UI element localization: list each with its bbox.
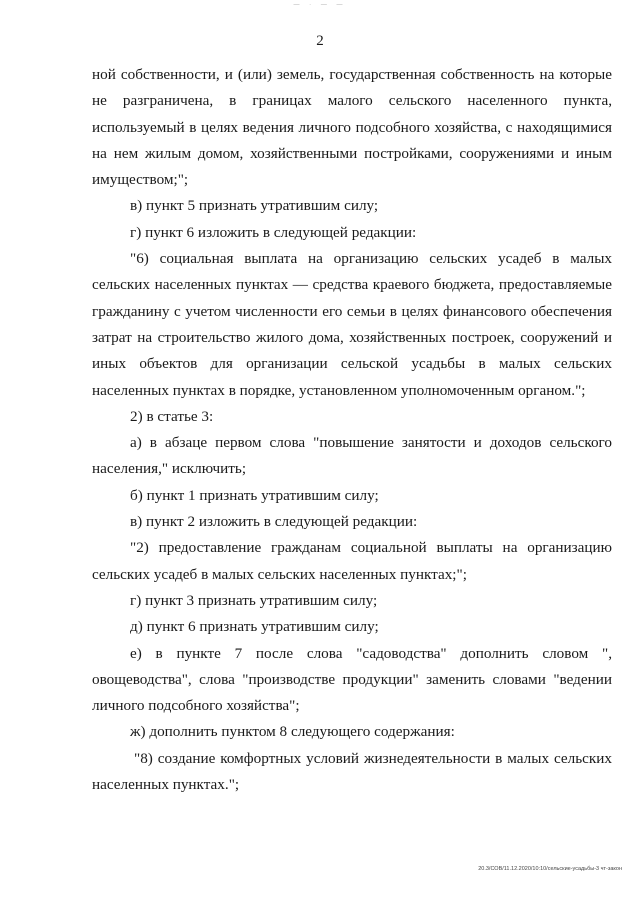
paragraph-item-b: б) пункт 1 признать утратившим силу;	[130, 486, 379, 504]
paragraph-item-g: г) пункт 6 изложить в следующей редакции:	[130, 223, 417, 241]
page-number: 2	[316, 33, 324, 49]
paragraph-item-v2: в) пункт 2 изложить в следующей редакции:	[130, 513, 418, 531]
paragraph-continuation: ной собственности, и (или) земель, государственная собственность на которые не разграничена, в границах малого сельского населенного пункта, используемый в целях ведения личного подсобного хозяйства, с находящимися на нем жилым домом, хозяйственными постройками, сооружениями и иным имуществом;";	[92, 66, 612, 189]
paragraph-item-d: д) пункт 6 признать утратившим силу;	[130, 618, 379, 636]
paragraph-quote-6: "6) социальная выплата на организацию сельских усадеб в малых сельских населенных пунктах — средства краевого бюджета, предоставляемые гражданину с учетом численности его семьи в целях финансового обеспечения затрат на строительство жилого дома, хозяйственных построек, сооружений и иных объектов для организации сельской усадьбы в малых сельских населенных пунктах в порядке, установленном уполномоченным органом.";	[92, 250, 612, 399]
paragraph-quote-8: "8) создание комфортных условий жизнедеятельности в малых сельских населенных пунктах.";	[92, 749, 612, 794]
document-body	[92, 62, 612, 798]
paragraph-item-e: е) в пункте 7 после слова "садоводства" дополнить словом ", овощеводства", слова "производстве продукции" заменить словами "ведении личного подсобного хозяйства";	[92, 644, 612, 715]
footer-document-code: 20.3/СОВ/11.12.2020/10:10/сельские-усадьбы-3 чт-закон	[478, 866, 622, 872]
paragraph-article-3: 2) в статье 3:	[130, 407, 214, 425]
paragraph-item-a: а) в абзаце первом слова "повышение занятости и доходов сельского населения," исключить;	[92, 434, 612, 478]
paragraph-item-v: в) пункт 5 признать утратившим силу;	[130, 197, 379, 215]
paragraph-quote-2: "2) предоставление гражданам социальной выплаты на организацию сельских усадеб в малых сельских населенных пунктах;";	[92, 539, 612, 583]
scan-mark: — · — —	[293, 2, 347, 8]
paragraph-item-zh: ж) дополнить пунктом 8 следующего содержания:	[130, 723, 455, 741]
paragraph-item-g2: г) пункт 3 признать утратившим силу;	[130, 591, 378, 609]
